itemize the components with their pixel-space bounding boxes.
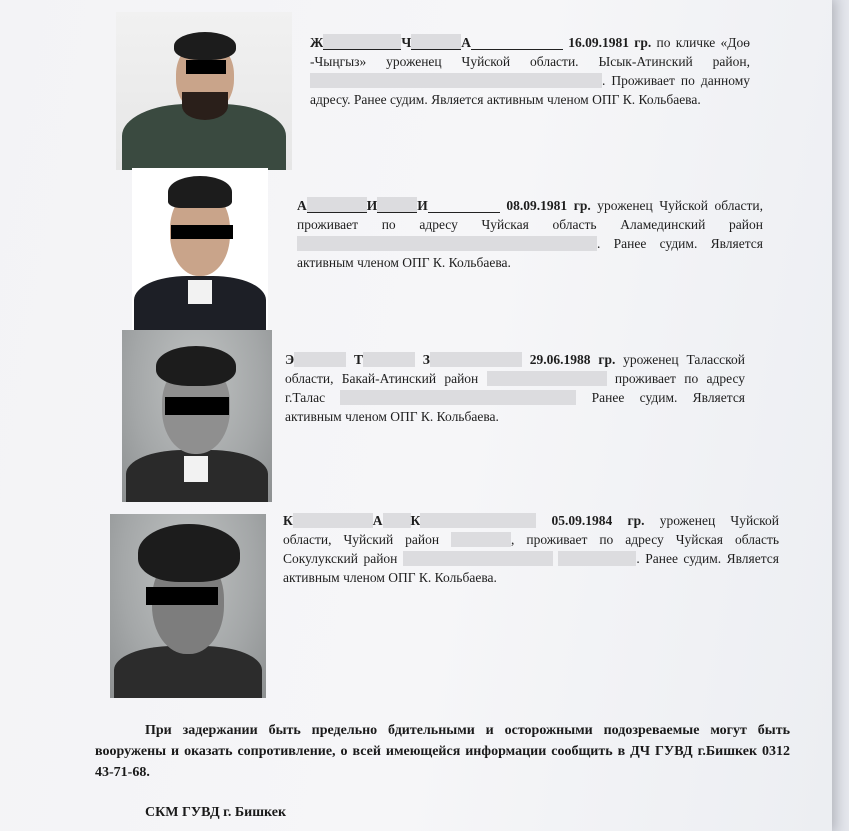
- suspect-photo-3: [122, 330, 272, 502]
- censor-bar: [186, 60, 226, 74]
- suspect-bio-1: Ж Ч А 16.09.1981 гр. по кличке «Доө -Чыңгыз» уроженец Чуйской области. Ысык-Атинский район, . Проживает по данному адресу. Ранее судим. Является активным членом ОПГ К. Кольбаева.: [310, 35, 750, 107]
- suspect-name-2: А И И: [297, 198, 500, 213]
- redacted-address: [297, 236, 597, 251]
- birth-date-1: 16.09.1981: [568, 35, 630, 50]
- censor-bar: [146, 587, 218, 605]
- redacted-address: [451, 532, 511, 547]
- suspect-photo-2: [132, 168, 268, 330]
- warning-notice: При задержании быть предельно бдительными и осторожными подозреваемые могут быть вооружены и оказать сопротивление, о всей имеющейся информации сообщить в ДЧ ГУВД г.Бишкек 0312 43-71-68.: [95, 723, 790, 780]
- censor-bar: [171, 225, 233, 239]
- redacted-address: [487, 371, 607, 386]
- redacted-address: [310, 73, 602, 88]
- censor-bar: [165, 397, 229, 415]
- birth-date-3: 29.06.1988: [529, 352, 591, 367]
- suspect-name-4: К А К: [283, 513, 536, 528]
- birth-date-2: 08.09.1981: [506, 198, 568, 213]
- birth-date-4: 05.09.1984: [551, 513, 613, 528]
- suspect-name-3: Э Т З: [285, 352, 522, 367]
- suspect-name-1: Ж Ч А: [310, 35, 563, 50]
- suspect-photo-1: [116, 12, 292, 170]
- redacted-address: [558, 551, 636, 566]
- suspect-bio-3: Э Т З 29.06.1988 гр. уроженец Таласской области, Бакай-Атинский район проживает по адресу г.Талас Ранее судим. Является активным членом ОПГ К. Кольбаева.: [285, 352, 746, 424]
- redacted-address: [403, 551, 553, 566]
- redacted-address: [340, 390, 576, 405]
- issuing-authority: СКМ ГУВД г. Бишкек: [145, 805, 287, 820]
- suspect-bio-2: А И И 08.09.1981 гр. уроженец Чуйской области, проживает по адресу Чуйская область Аламединский район . Ранее судим. Является активным членом ОПГ К. Кольбаева.: [297, 198, 764, 270]
- suspect-bio-4: К А К 05.09.1984 гр. уроженец Чуйской области, Чуйский район , проживает по адресу Чуйская область Сокулукский район . Ранее судим. Является активным членом ОПГ К. Кольбаева.: [283, 513, 780, 585]
- suspect-photo-4: [110, 514, 266, 698]
